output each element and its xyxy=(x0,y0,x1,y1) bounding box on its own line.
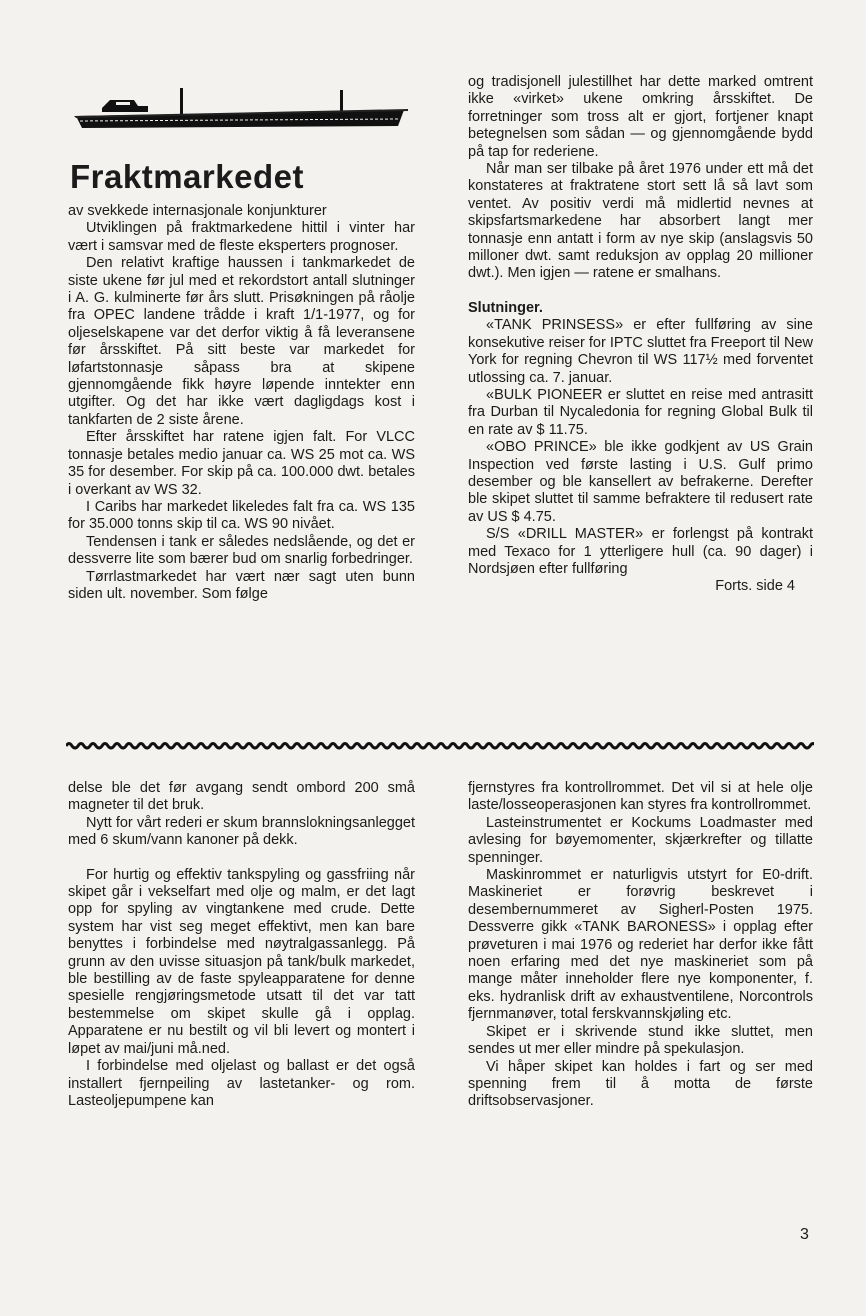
article-subtitle: av svekkede internasjonale konjunkturer xyxy=(68,203,327,219)
wavy-divider-icon xyxy=(66,738,814,752)
tanker-ship-icon xyxy=(72,86,408,132)
article-paragraph: Den relativt kraftige haussen i tankmarkedet de siste ukene før jul med et rekordstort antall slutninger i A. G. kulminerte før års slutt. Prisøkningen på råolje fra OPEC landene trådde i kraft 1/1-1977, og for oljeselskapene var det derfor viktig å få leveransene før årsskiftet. På sitt beste var markedet for løfartstonnasje såpass bra at skipene gjennomgående fikk høyre løpende inntekter enn utgifter. Og det har ikke vært dagligdags kost i tankfarten de 2 siste årene. xyxy=(68,255,415,428)
article-paragraph: For hurtig og effektiv tankspyling og gassfriing når skipet går i vekselfart med olje og malm, er det lagt opp for spyling av vingtankene med crude. Dette system har vist seg meget effektivt, men kan bare benyttes i forbindelse med nøytralgassanlegg. På grunn av den uvisse situasjon på tank/bulk markedet, ble bestilling av de faste spyleapparatene for denne spesielle rengjøringsmetode utsatt til det var tatt bestemmelse om skipet skulle gå i opplag. Apparatene er nu bestilt og vil bli levert og montert i løpet av mai/juni må.ned. xyxy=(68,866,415,1057)
fixture-paragraph: «TANK PRINSESS» er efter fullføring av sine konsekutive reiser for IPTC sluttet fra Freeport til New York for regning Chevron til WS 117½ med forventet utlossing ca. 7. januar. xyxy=(468,317,813,386)
article-paragraph: fjernstyres fra kontrollrommet. Det vil si at hele olje laste/losseoperasjonen kan styres fra kontrollrommet. xyxy=(468,780,813,814)
section-heading-slutninger: Slutninger. xyxy=(468,299,543,316)
fixture-paragraph: S/S «DRILL MASTER» er forlengst på kontrakt med Texaco for 1 ytterligere hull (ca. 90 dager) i Nordsjøen efter fullføring xyxy=(468,526,813,577)
article-paragraph: Tørrlastmarkedet har vært nær sagt uten bunn siden ult. november. Som følge xyxy=(68,568,415,602)
article-paragraph: Utviklingen på fraktmarkedene hittil i vinter har vært i samsvar med de fleste eksperters prognoser. xyxy=(68,220,415,254)
article-paragraph: og tradisjonell julestillhet har dette marked omtrent ikke «virket» ukene omkring årsskiftet. De forretninger som tross alt er gjort, fortjener knapt betegnelsen som sådan — og gjennomgående bydd på tap for rederiene. xyxy=(468,74,813,160)
article-paragraph: I forbindelse med oljelast og ballast er det også installert fjernpeiling av lastetanker- og rom. Lasteoljepumpene kan xyxy=(68,1058,415,1109)
article-paragraph: I Caribs har markedet likeledes falt fra ca. WS 135 for 35.000 tonns skip til ca. WS 90 nivået. xyxy=(68,498,415,533)
continuation-right-column xyxy=(468,780,813,1111)
continuation-left-column xyxy=(68,780,415,1110)
article-paragraph: Vi håper skipet kan holdes i fart og ser med spenning frem til å motta de første driftsobservasjoner. xyxy=(468,1058,813,1110)
article-paragraph: Maskinrommet er naturligvis utstyrt for E0-drift. Maskineriet er forøvrig beskrevet i desembernummeret av Sigherl-Posten 1975. Dessverre gikk «TANK BARONESS» i opplag efter prøveturen i mai 1976 og rederiet har derfor ikke fått noen erfaring med det nye maskineriet som på mange måter inneholder flere nye komponenter, f. eks. hydranlisk drift av exhaustventilene, Norcontrols fjernmanøver, total ferskvannskjøling etc. xyxy=(468,867,813,1023)
article-left-column xyxy=(68,203,415,603)
page-number: 3 xyxy=(800,1226,809,1243)
article-paragraph: Nytt for vårt rederi er skum brannslokningsanlegget med 6 skum/vann kanoner på dekk. xyxy=(68,814,415,849)
article-right-column xyxy=(468,74,813,596)
article-paragraph: Når man ser tilbake på året 1976 under ett må det konstateres at fraktratene stort sett lå så lavt som ventet. Av positiv verdi må midlertid nevnes at skipsfartsmarkedene har absorbert langt mer tonnasje enn antatt i form av nye skip (anslagsvis 50 milloner dwt. samt reduksjon av opplag 20 millioner dwt.). Men igjen — ratene er smalhans. xyxy=(468,161,813,282)
article-paragraph: Skipet er i skrivende stund ikke sluttet, men sendes ut mer eller mindre på spekulasjon. xyxy=(468,1023,813,1058)
article-title: Fraktmarkedet xyxy=(70,158,304,195)
article-paragraph: Tendensen i tank er således nedslående, og det er dessverre lite som bærer bud om snarlig forbedringer. xyxy=(68,533,415,568)
article-paragraph: delse ble det før avgang sendt ombord 200 små magneter til det bruk. xyxy=(68,780,415,814)
fixture-paragraph: «OBO PRINCE» ble ikke godkjent av US Grain Inspection ved første lasting i U.S. Gulf primo desember og ble kansellert av befrakerne. Derefter ble skipet sluttet til samme befraktere til redusert rate av US $ 4.75. xyxy=(468,439,813,525)
article-paragraph: Lasteinstrumentet er Kockums Loadmaster med avlesing for bøyemomenter, skjærkrefter og tillatte spenninger. xyxy=(468,814,813,866)
fixture-paragraph: «BULK PIONEER er sluttet en reise med antrasitt fra Durban til Nycaledonia for regning Global Bulk til en rate av $ 11.75. xyxy=(468,386,813,438)
continued-link: Forts. side 4 xyxy=(715,578,795,595)
article-paragraph: Efter årsskiftet har ratene igjen falt. For VLCC tonnasje betales medio januar ca. WS 25 mot ca. WS 35 for desember. For skip på ca. 100.000 dwt. betales i overkant av WS 32. xyxy=(68,429,415,498)
